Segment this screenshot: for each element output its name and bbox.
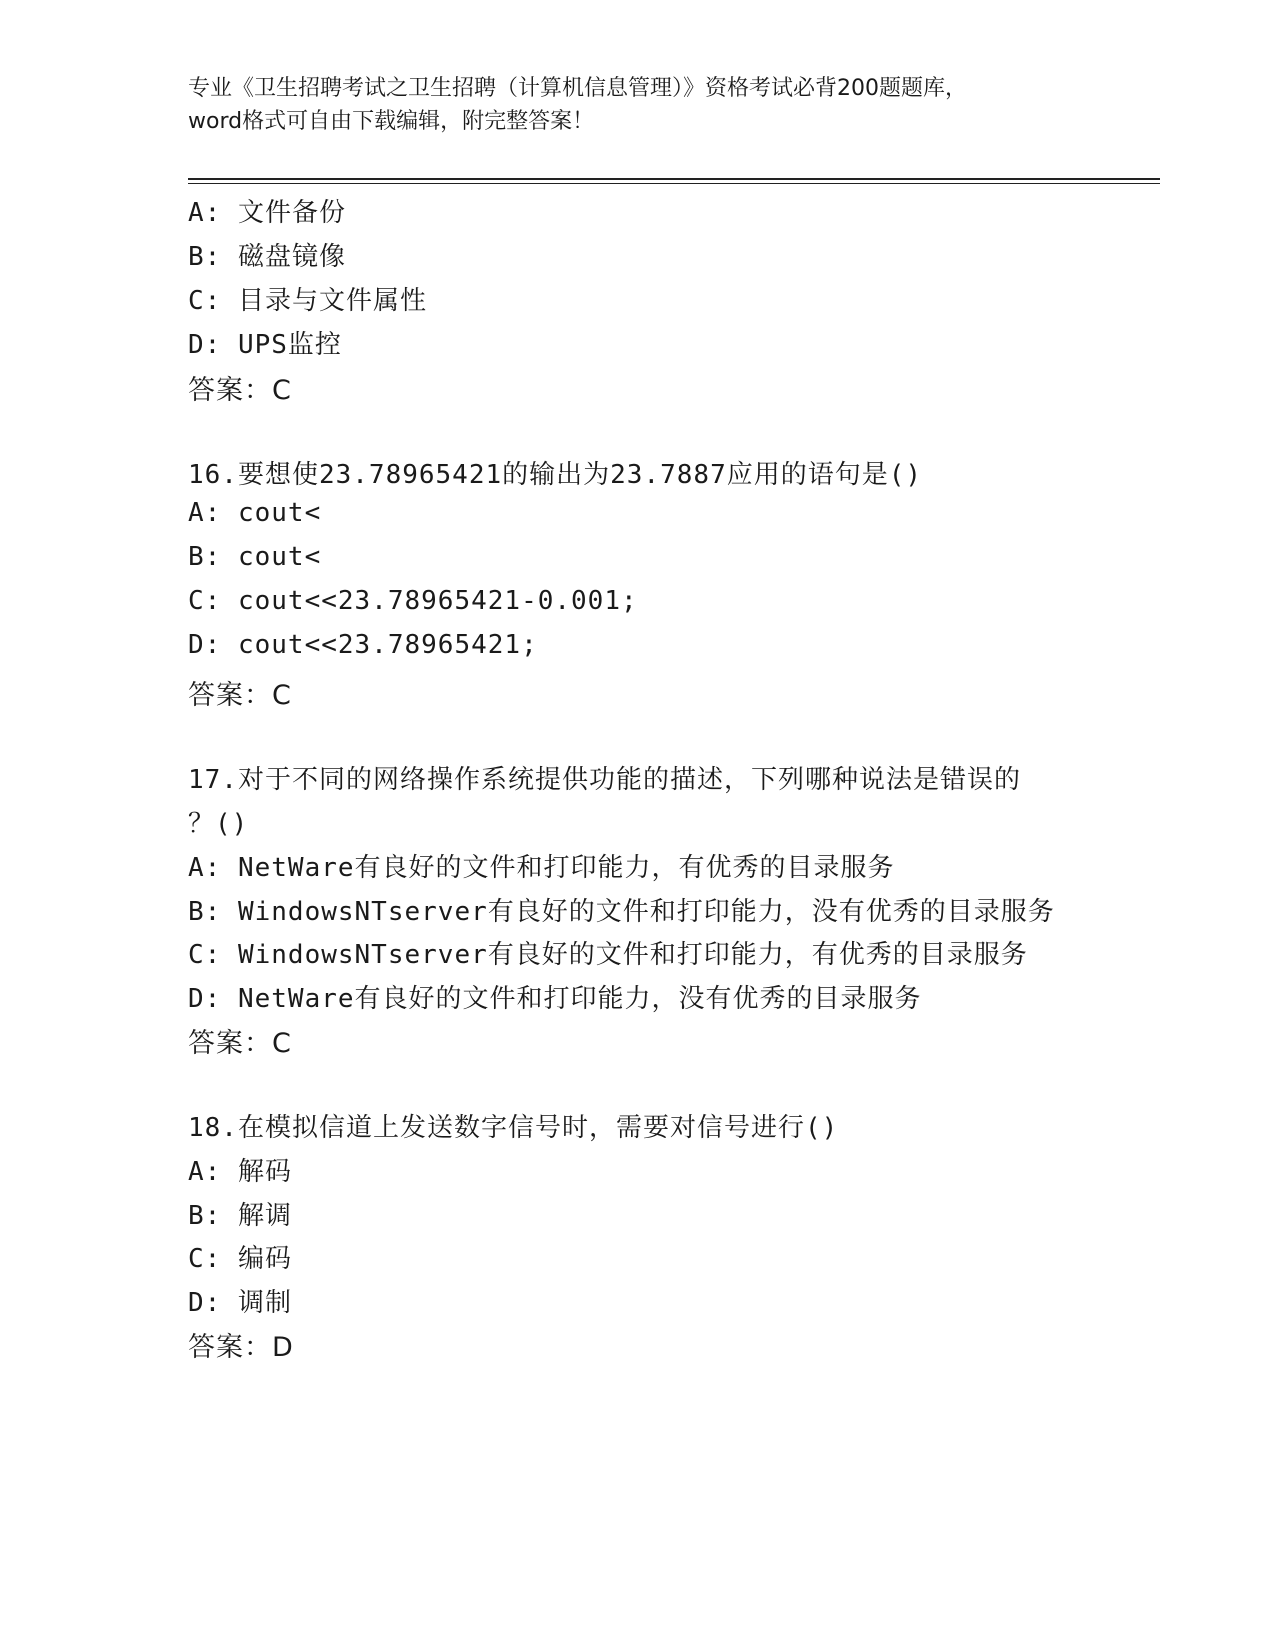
q16-question: 16.要想使23.78965421的输出为23.7887应用的语句是() (188, 460, 923, 490)
q17-option-c: C: WindowsNTserver有良好的文件和打印能力，有优秀的目录服务 (188, 940, 1028, 970)
document-header (188, 72, 1088, 138)
q17-option-a: A: NetWare有良好的文件和打印能力，有优秀的目录服务 (188, 853, 895, 883)
q17-answer: 答案：C (188, 1028, 292, 1059)
q17-question-line-2: ？() (188, 809, 249, 839)
q17-option-d: D: NetWare有良好的文件和打印能力，没有优秀的目录服务 (188, 984, 922, 1014)
q17-option-b: B: WindowsNTserver有良好的文件和打印能力，没有优秀的目录服务 (188, 897, 1055, 927)
q18-option-b: B: 解调 (188, 1201, 292, 1231)
q16-answer: 答案：C (188, 680, 292, 711)
q15-answer: 答案：C (188, 375, 292, 406)
q16-option-d: D: cout<<23.78965421; (188, 630, 538, 660)
q15-option-c: C: 目录与文件属性 (188, 286, 427, 316)
q16-option-c: C: cout<<23.78965421-0.001; (188, 586, 638, 616)
q18-answer: 答案：D (188, 1332, 294, 1363)
q18-option-d: D: 调制 (188, 1288, 292, 1318)
q16-option-b: B: cout< (188, 542, 322, 572)
header-divider-thick (188, 178, 1160, 180)
q17-question-line-1: 17.对于不同的网络操作系统提供功能的描述，下列哪种说法是错误的 (188, 765, 1021, 795)
header-divider-thin (188, 183, 1160, 184)
header-line-1: 专业《卫生招聘考试之卫生招聘（计算机信息管理）》资格考试必背200题题库， (188, 76, 967, 101)
q15-option-b: B: 磁盘镜像 (188, 242, 346, 272)
q15-option-d: D: UPS监控 (188, 330, 342, 360)
q15-option-a: A: 文件备份 (188, 198, 346, 228)
q16-option-a: A: cout< (188, 498, 322, 528)
q18-option-c: C: 编码 (188, 1244, 292, 1274)
q18-question: 18.在模拟信道上发送数字信号时，需要对信号进行() (188, 1113, 839, 1143)
q18-option-a: A: 解码 (188, 1157, 292, 1187)
header-line-2: word格式可自由下载编辑，附完整答案！ (188, 109, 595, 134)
